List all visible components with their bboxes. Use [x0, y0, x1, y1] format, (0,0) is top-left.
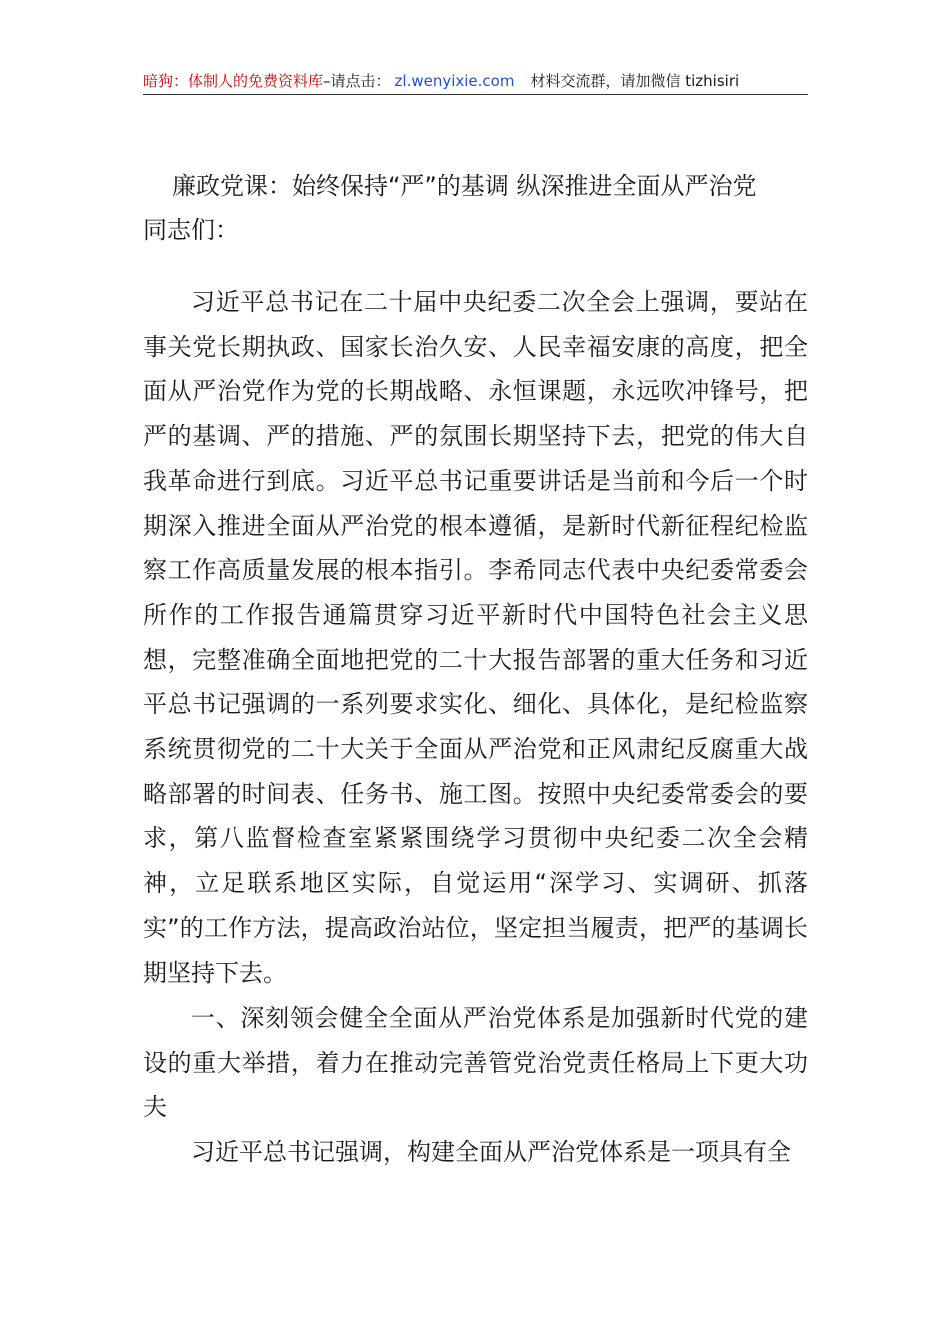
- header-contact: 材料交流群，请加微信 tizhisiri: [530, 72, 740, 90]
- paragraph-intro: 习近平总书记在二十届中央纪委二次全会上强调，要站在事关党长期执政、国家长治久安、人民幸福安康的高度，把全面从严治党作为党的长期战略、永恒课题，永远吹冲锋号，把严的基调、严的措施、严的氛围长期坚持下去，把党的伟大自我革命进行到底。习近平总书记重要讲话是当前和今后一个时期深入推进全面从严治党的根本遵循，是新时代新征程纪检监察工作高质量发展的根本指引。李希同志代表中央纪委常委会所作的工作报告通篇贯穿习近平新时代中国特色社会主义思想，完整准确全面地把党的二十大报告部署的重大任务和习近平总书记强调的一系列要求实化、细化、具体化，是纪检监察系统贯彻党的二十大关于全面从严治党和正风肃纪反腐重大战略部署的时间表、任务书、施工图。按照中央纪委常委会的要求，第八监督检查室紧紧围绕学习贯彻中央纪委二次全会精神，立足联系地区实际，自觉运用“深学习、实调研、抓落实”的工作方法，提高政治站位，坚定担当履责，把严的基调长期坚持下去。: [143, 288, 808, 987]
- salutation: 同志们：: [143, 216, 239, 244]
- page-header: [143, 68, 808, 95]
- header-link[interactable]: zl.wenyixie.com: [394, 72, 515, 90]
- header-brand: 暗狗：体制人的免费资料库: [143, 72, 324, 90]
- document-title: 廉政党课：始终保持“严”的基调 纵深推进全面从严治党: [172, 172, 757, 200]
- paragraph-section-1: 习近平总书记强调，构建全面从严治党体系是一项具有全: [191, 1138, 791, 1166]
- section-heading-1: 一、深刻领会健全全面从严治党体系是加强新时代党的建设的重大举措，着力在推动完善管党治党责任格局上下更大功夫: [143, 1004, 808, 1122]
- header-separator: –请点击：: [323, 72, 391, 90]
